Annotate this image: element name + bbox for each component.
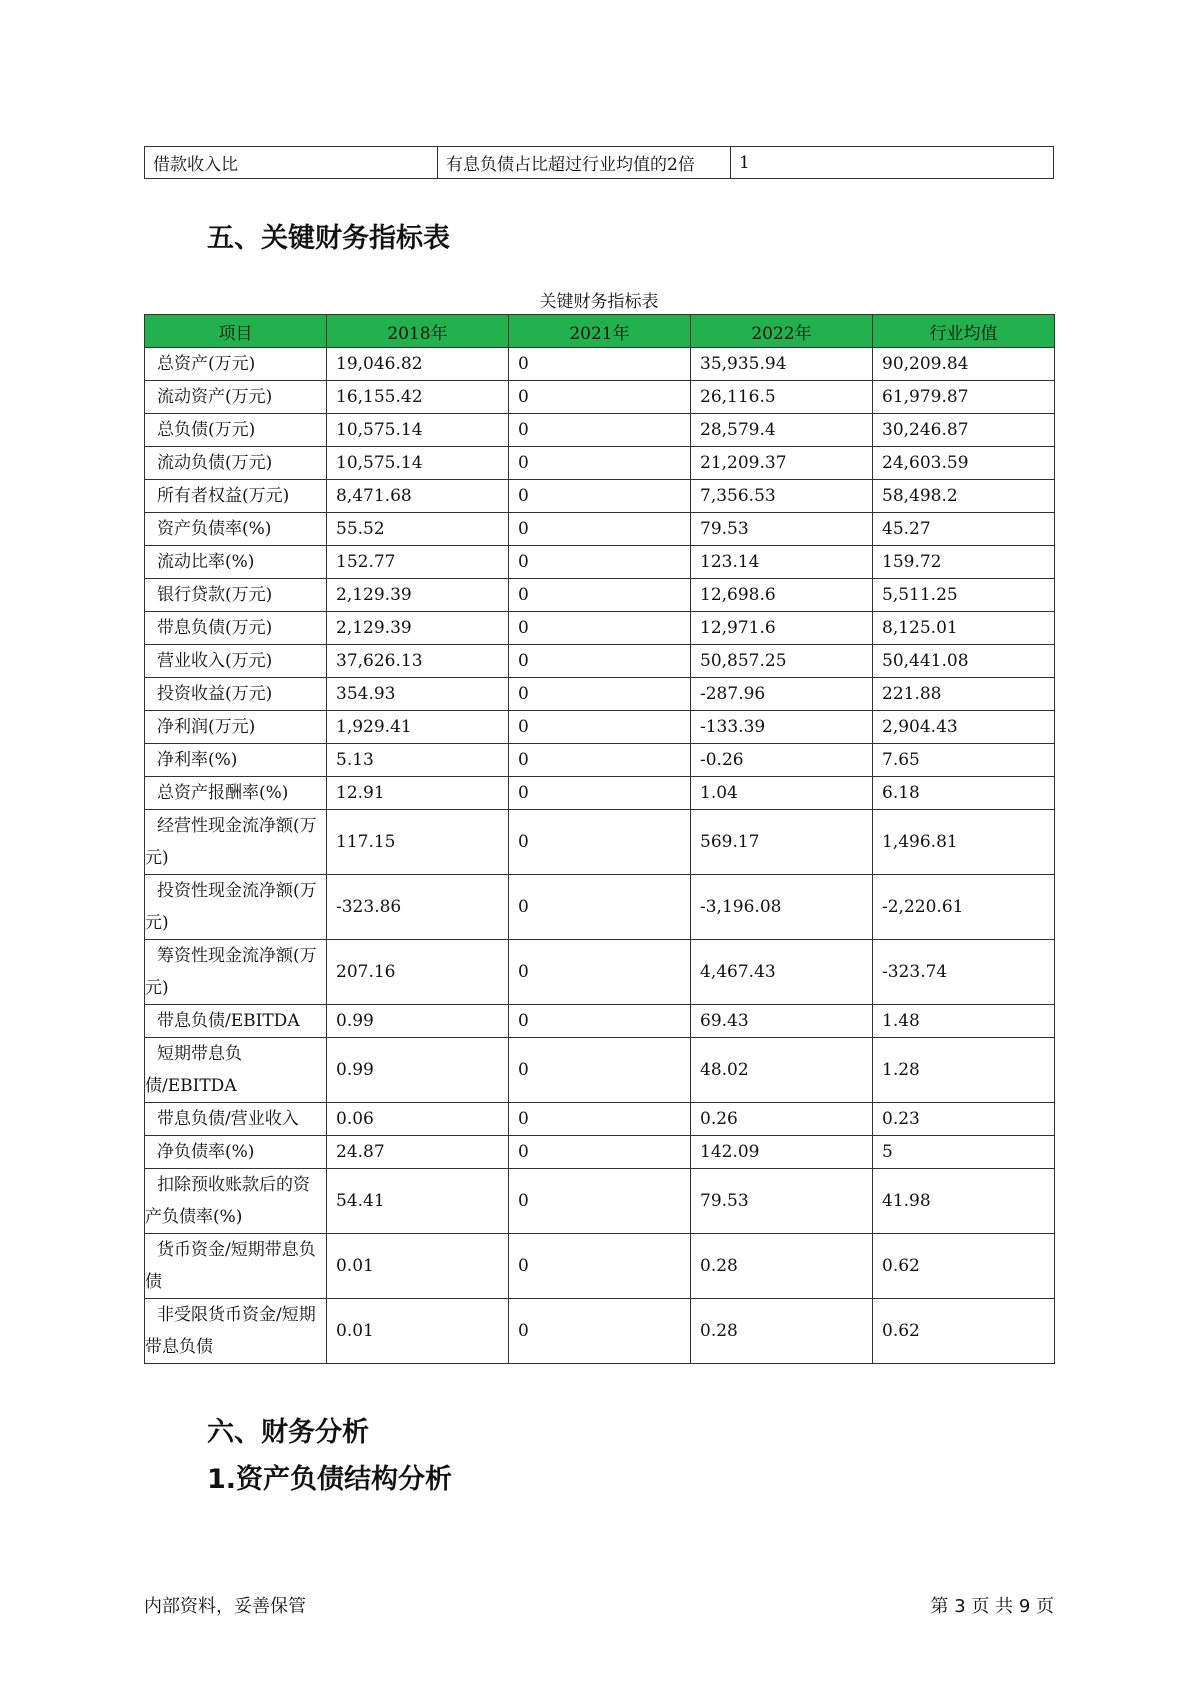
table-row xyxy=(145,1234,1055,1299)
table-row xyxy=(145,711,1055,744)
cell-2022: 50,857.25 xyxy=(691,645,873,678)
cell-2022: 1.04 xyxy=(691,777,873,810)
cell-2022: 7,356.53 xyxy=(691,480,873,513)
table-row xyxy=(145,480,1055,513)
cell-2022: 48.02 xyxy=(691,1038,873,1103)
cell-industry-average: 5,511.25 xyxy=(873,579,1055,612)
table-row xyxy=(145,612,1055,645)
cell-2021: 0 xyxy=(509,1234,691,1299)
row-item-label: 带息负债/营业收入 xyxy=(145,1103,327,1136)
row-item-label: 带息负债(万元) xyxy=(145,612,327,645)
row-item-label: 投资收益(万元) xyxy=(145,678,327,711)
cell-2018: 207.16 xyxy=(327,940,509,1005)
indicator-name: 借款收入比 xyxy=(145,147,438,179)
table-row xyxy=(145,546,1055,579)
cell-industry-average: 90,209.84 xyxy=(873,348,1055,381)
cell-2022: 79.53 xyxy=(691,513,873,546)
cell-2021: 0 xyxy=(509,645,691,678)
cell-industry-average: 50,441.08 xyxy=(873,645,1055,678)
cell-2022: -133.39 xyxy=(691,711,873,744)
table-row xyxy=(145,744,1055,777)
cell-2021: 0 xyxy=(509,348,691,381)
row-item-label: 净利率(%) xyxy=(145,744,327,777)
cell-2021: 0 xyxy=(509,1136,691,1169)
table-row xyxy=(145,447,1055,480)
cell-2022: 4,467.43 xyxy=(691,940,873,1005)
cell-2018: -323.86 xyxy=(327,875,509,940)
cell-industry-average: 7.65 xyxy=(873,744,1055,777)
cell-2018: 10,575.14 xyxy=(327,447,509,480)
cell-industry-average: 2,904.43 xyxy=(873,711,1055,744)
cell-2018: 0.01 xyxy=(327,1234,509,1299)
cell-industry-average: 1.48 xyxy=(873,1005,1055,1038)
cell-industry-average: 24,603.59 xyxy=(873,447,1055,480)
cell-industry-average: -2,220.61 xyxy=(873,875,1055,940)
cell-2022: 142.09 xyxy=(691,1136,873,1169)
cell-2018: 37,626.13 xyxy=(327,645,509,678)
table-row xyxy=(145,875,1055,940)
cell-2018: 152.77 xyxy=(327,546,509,579)
section-heading: 五、关键财务指标表 xyxy=(207,223,450,254)
table-row xyxy=(145,1299,1055,1364)
table-row xyxy=(145,1038,1055,1103)
cell-2021: 0 xyxy=(509,612,691,645)
row-item-label: 短期带息负债/EBITDA xyxy=(145,1038,327,1103)
table-row xyxy=(145,810,1055,875)
table-caption: 关键财务指标表 xyxy=(539,292,659,312)
cell-2022: 69.43 xyxy=(691,1005,873,1038)
table-header-row xyxy=(145,315,1055,348)
row-item-label: 流动负债(万元) xyxy=(145,447,327,480)
cell-industry-average: 0.62 xyxy=(873,1299,1055,1364)
table-row xyxy=(145,940,1055,1005)
cell-industry-average: 159.72 xyxy=(873,546,1055,579)
cell-2018: 55.52 xyxy=(327,513,509,546)
cell-2022: 26,116.5 xyxy=(691,381,873,414)
cell-2021: 0 xyxy=(509,381,691,414)
table-row xyxy=(145,147,1054,179)
cell-industry-average: 58,498.2 xyxy=(873,480,1055,513)
cell-2021: 0 xyxy=(509,810,691,875)
cell-industry-average: 45.27 xyxy=(873,513,1055,546)
column-header: 2022年 xyxy=(691,315,873,348)
cell-2022: 569.17 xyxy=(691,810,873,875)
cell-industry-average: -323.74 xyxy=(873,940,1055,1005)
column-header: 项目 xyxy=(145,315,327,348)
cell-2018: 8,471.68 xyxy=(327,480,509,513)
cell-industry-average: 61,979.87 xyxy=(873,381,1055,414)
cell-2018: 19,046.82 xyxy=(327,348,509,381)
row-item-label: 扣除预收账款后的资产负债率(%) xyxy=(145,1169,327,1234)
cell-2022: 0.28 xyxy=(691,1299,873,1364)
row-item-label: 总资产报酬率(%) xyxy=(145,777,327,810)
row-item-label: 资产负债率(%) xyxy=(145,513,327,546)
cell-2021: 0 xyxy=(509,744,691,777)
cell-2022: 12,971.6 xyxy=(691,612,873,645)
cell-2018: 16,155.42 xyxy=(327,381,509,414)
table-row xyxy=(145,348,1055,381)
cell-2018: 0.06 xyxy=(327,1103,509,1136)
cell-industry-average: 0.23 xyxy=(873,1103,1055,1136)
row-item-label: 投资性现金流净额(万元) xyxy=(145,875,327,940)
table-row xyxy=(145,645,1055,678)
cell-2021: 0 xyxy=(509,480,691,513)
table-row xyxy=(145,579,1055,612)
cell-2022: 28,579.4 xyxy=(691,414,873,447)
row-item-label: 营业收入(万元) xyxy=(145,645,327,678)
cell-2021: 0 xyxy=(509,1299,691,1364)
cell-2022: -0.26 xyxy=(691,744,873,777)
row-item-label: 流动资产(万元) xyxy=(145,381,327,414)
cell-2021: 0 xyxy=(509,711,691,744)
cell-2018: 12.91 xyxy=(327,777,509,810)
cell-2018: 1,929.41 xyxy=(327,711,509,744)
table-row xyxy=(145,381,1055,414)
cell-2021: 0 xyxy=(509,579,691,612)
row-item-label: 总负债(万元) xyxy=(145,414,327,447)
cell-2021: 0 xyxy=(509,777,691,810)
cell-industry-average: 1,496.81 xyxy=(873,810,1055,875)
section-heading: 六、财务分析 xyxy=(207,1417,369,1448)
cell-2018: 54.41 xyxy=(327,1169,509,1234)
row-item-label: 流动比率(%) xyxy=(145,546,327,579)
cell-2021: 0 xyxy=(509,1169,691,1234)
cell-2021: 0 xyxy=(509,875,691,940)
cell-2018: 0.01 xyxy=(327,1299,509,1364)
cell-2021: 0 xyxy=(509,414,691,447)
cell-2022: 35,935.94 xyxy=(691,348,873,381)
cell-industry-average: 0.62 xyxy=(873,1234,1055,1299)
key-financial-indicators-table xyxy=(144,314,1055,1364)
table-row xyxy=(145,513,1055,546)
cell-industry-average: 41.98 xyxy=(873,1169,1055,1234)
cell-2018: 0.99 xyxy=(327,1005,509,1038)
cell-2018: 117.15 xyxy=(327,810,509,875)
cell-2022: -3,196.08 xyxy=(691,875,873,940)
row-item-label: 非受限货币资金/短期带息负债 xyxy=(145,1299,327,1364)
cell-2018: 2,129.39 xyxy=(327,612,509,645)
cell-2022: 0.28 xyxy=(691,1234,873,1299)
row-item-label: 货币资金/短期带息负债 xyxy=(145,1234,327,1299)
row-item-label: 净利润(万元) xyxy=(145,711,327,744)
cell-2018: 354.93 xyxy=(327,678,509,711)
cell-2021: 0 xyxy=(509,940,691,1005)
footer-page-number: 第 3 页 共 9 页 xyxy=(930,1596,1054,1617)
cell-2022: 79.53 xyxy=(691,1169,873,1234)
cell-2021: 0 xyxy=(509,513,691,546)
column-header: 2018年 xyxy=(327,315,509,348)
footer-confidential-note: 内部资料，妥善保管 xyxy=(144,1596,306,1617)
column-header: 行业均值 xyxy=(873,315,1055,348)
table-row xyxy=(145,414,1055,447)
row-item-label: 净负债率(%) xyxy=(145,1136,327,1169)
cell-2021: 0 xyxy=(509,1038,691,1103)
cell-2018: 0.99 xyxy=(327,1038,509,1103)
row-item-label: 带息负债/EBITDA xyxy=(145,1005,327,1038)
cell-2018: 10,575.14 xyxy=(327,414,509,447)
cell-2018: 24.87 xyxy=(327,1136,509,1169)
cell-2021: 0 xyxy=(509,546,691,579)
cell-2022: 21,209.37 xyxy=(691,447,873,480)
cell-2021: 0 xyxy=(509,678,691,711)
table-row xyxy=(145,1169,1055,1234)
cell-2022: -287.96 xyxy=(691,678,873,711)
column-header: 2021年 xyxy=(509,315,691,348)
cell-2018: 5.13 xyxy=(327,744,509,777)
cell-industry-average: 1.28 xyxy=(873,1038,1055,1103)
cell-2021: 0 xyxy=(509,1103,691,1136)
cell-2018: 2,129.39 xyxy=(327,579,509,612)
indicator-condition: 有息负债占比超过行业均值的2倍 xyxy=(438,147,731,179)
table-row xyxy=(145,777,1055,810)
table-row xyxy=(145,1136,1055,1169)
row-item-label: 所有者权益(万元) xyxy=(145,480,327,513)
cell-industry-average: 221.88 xyxy=(873,678,1055,711)
cell-2022: 12,698.6 xyxy=(691,579,873,612)
cell-2022: 0.26 xyxy=(691,1103,873,1136)
cell-industry-average: 5 xyxy=(873,1136,1055,1169)
indicator-value: 1 xyxy=(731,147,1054,179)
table-row xyxy=(145,678,1055,711)
table-row xyxy=(145,1005,1055,1038)
row-item-label: 筹资性现金流净额(万元) xyxy=(145,940,327,1005)
subsection-heading: 1.资产负债结构分析 xyxy=(207,1464,453,1495)
cell-industry-average: 8,125.01 xyxy=(873,612,1055,645)
row-item-label: 银行贷款(万元) xyxy=(145,579,327,612)
row-item-label: 经营性现金流净额(万元) xyxy=(145,810,327,875)
table-row xyxy=(145,1103,1055,1136)
cell-2021: 0 xyxy=(509,1005,691,1038)
row-item-label: 总资产(万元) xyxy=(145,348,327,381)
cell-industry-average: 6.18 xyxy=(873,777,1055,810)
top-indicator-table xyxy=(144,146,1054,179)
cell-industry-average: 30,246.87 xyxy=(873,414,1055,447)
cell-2021: 0 xyxy=(509,447,691,480)
cell-2022: 123.14 xyxy=(691,546,873,579)
